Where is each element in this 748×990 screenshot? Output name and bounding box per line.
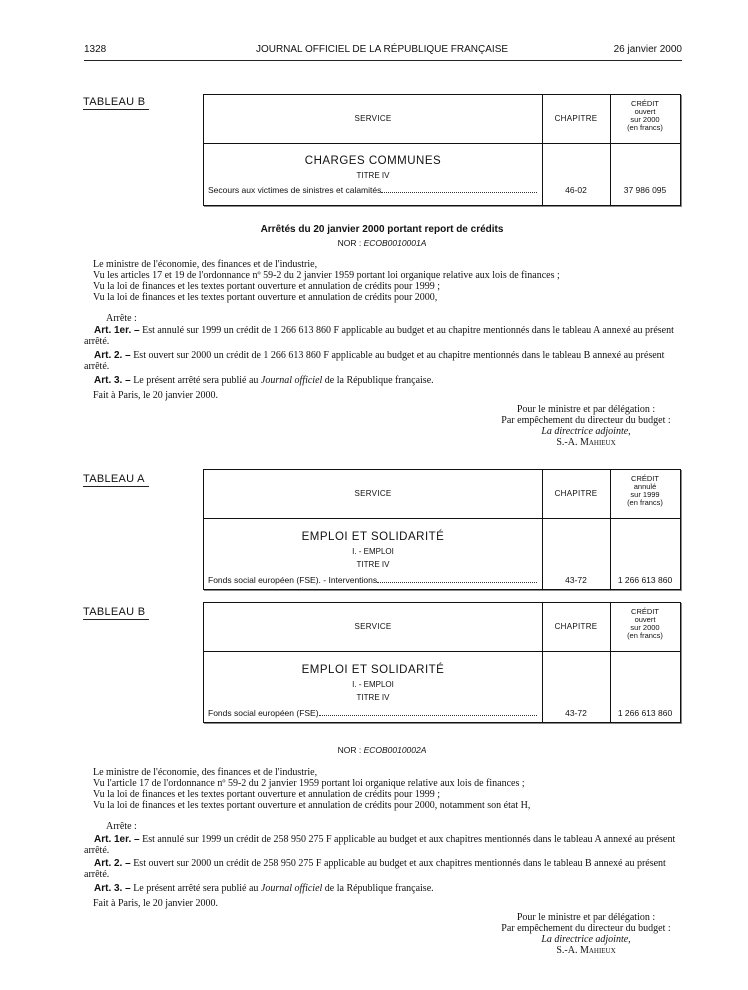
arrete-word: Arrête : — [106, 313, 137, 324]
header-chapitre: CHAPITRE — [554, 622, 598, 631]
table-row-amount: 37 986 095 — [623, 185, 667, 195]
header-credit: CRÉDIT ouvert sur 2000 (en francs) — [627, 607, 663, 640]
table-row-chapitre: 46-02 — [565, 185, 587, 195]
visa-line: Vu la loi de finances et les textes portant ouverture et annulation de crédits pour 2000, notamment son état H, — [93, 800, 531, 811]
section-subtitle: I. - EMPLOI — [352, 680, 394, 689]
section-title: EMPLOI ET SOLIDARITÉ — [301, 531, 445, 543]
header-chapitre: CHAPITRE — [554, 114, 598, 123]
tableau-label: TABLEAU A — [83, 473, 149, 487]
table-row-label: Fonds social européen (FSE). - Interventions — [208, 575, 538, 585]
header-credit: CRÉDIT annulé sur 1999 (en francs) — [627, 474, 663, 507]
table-header — [204, 470, 680, 519]
tableau-label: TABLEAU B — [83, 606, 149, 620]
page-number: 1328 — [84, 44, 107, 55]
arretes-heading: Arrêtés du 20 janvier 2000 portant report de crédits — [260, 224, 504, 235]
fait-a-paris: Fait à Paris, le 20 janvier 2000. — [93, 898, 218, 909]
visas-block — [93, 767, 683, 811]
credit-table-a — [203, 469, 681, 590]
visa-line: Vu la loi de finances et les textes portant ouverture et annulation de crédits pour 1999 ; — [93, 281, 441, 292]
section-subtitle: I. - EMPLOI — [352, 547, 394, 556]
header-service: SERVICE — [354, 622, 392, 631]
table-header — [204, 95, 680, 144]
visa-line: Vu la loi de finances et les textes portant ouverture et annulation de crédits pour 2000, — [93, 292, 438, 303]
nor-reference: NOR : ECOB0010002A — [337, 745, 427, 755]
header-service: SERVICE — [354, 489, 392, 498]
article-2: Art. 2. – Est ouvert sur 2000 un crédit de 1 266 613 860 F applicable au budget et au chapitre mentionnés dans le tableau B annexé au présent arrêté. — [84, 350, 665, 372]
section-subtitle: TITRE IV — [356, 171, 390, 180]
table-row-chapitre: 43-72 — [565, 708, 587, 718]
visa-line: Le ministre de l'économie, des finances et de l'industrie, — [93, 259, 318, 270]
table-row-label: Secours aux victimes de sinistres et calamités — [208, 185, 538, 195]
header-credit: CRÉDIT ouvert sur 2000 (en francs) — [627, 99, 663, 132]
section-title: CHARGES COMMUNES — [304, 155, 442, 167]
fait-a-paris: Fait à Paris, le 20 janvier 2000. — [93, 390, 218, 401]
credit-table-top — [203, 94, 681, 206]
visas-block — [93, 259, 683, 303]
article-3: Art. 3. – Le présent arrêté sera publié au Journal officiel de la République française. — [94, 375, 434, 386]
signature-block: Pour le ministre et par délégation : Par empêchement du directeur du budget : La directrice adjointe, S.-A. Mahieux — [501, 404, 671, 448]
section-subtitle: TITRE IV — [356, 693, 390, 702]
table-row-amount: 1 266 613 860 — [617, 575, 673, 585]
visa-line: Le ministre de l'économie, des finances et de l'industrie, — [93, 767, 318, 778]
table-header — [204, 603, 680, 652]
section-title: EMPLOI ET SOLIDARITÉ — [301, 664, 445, 676]
table-row-amount: 1 266 613 860 — [617, 708, 673, 718]
visa-line: Vu la loi de finances et les textes portant ouverture et annulation de crédits pour 1999 ; — [93, 789, 441, 800]
table-row-label: Fonds social européen (FSE) — [208, 708, 538, 718]
signature-block: Pour le ministre et par délégation : Par empêchement du directeur du budget : La directrice adjointe, S.-A. Mahieux — [501, 912, 671, 956]
article-1: Art. 1er. – Est annulé sur 1999 un crédit de 258 950 275 F applicable au budget et aux chapitres mentionnés dans le tableau A annexé au présent arrêté. — [84, 834, 676, 856]
section-subtitle: TITRE IV — [356, 560, 390, 569]
header-service: SERVICE — [354, 114, 392, 123]
article-2: Art. 2. – Est ouvert sur 2000 un crédit de 258 950 275 F applicable au budget et aux chapitres mentionnés dans le tableau B annexé au présent arrêté. — [84, 858, 666, 880]
header-chapitre: CHAPITRE — [554, 489, 598, 498]
credit-table-b — [203, 602, 681, 723]
header-rule — [84, 60, 682, 61]
article-3: Art. 3. – Le présent arrêté sera publié au Journal officiel de la République française. — [94, 883, 434, 894]
arrete-word: Arrête : — [106, 821, 137, 832]
article-1: Art. 1er. – Est annulé sur 1999 un crédit de 1 266 613 860 F applicable au budget et au chapitre mentionnés dans le tableau A annexé au présent arrêté. — [84, 325, 674, 347]
tableau-label: TABLEAU B — [83, 96, 149, 110]
visa-line: Vu les articles 17 et 19 de l'ordonnance nº 59-2 du 2 janvier 1959 portant loi organique relative aux lois de finances ; — [93, 270, 560, 281]
issue-date: 26 janvier 2000 — [613, 44, 682, 55]
visa-line: Vu l'article 17 de l'ordonnance nº 59-2 du 2 janvier 1959 portant loi organique relative aux lois de finances ; — [93, 778, 525, 789]
nor-reference: NOR : ECOB0010001A — [337, 238, 427, 248]
table-row-chapitre: 43-72 — [565, 575, 587, 585]
journal-title: JOURNAL OFFICIEL DE LA RÉPUBLIQUE FRANÇAISE — [255, 44, 509, 55]
